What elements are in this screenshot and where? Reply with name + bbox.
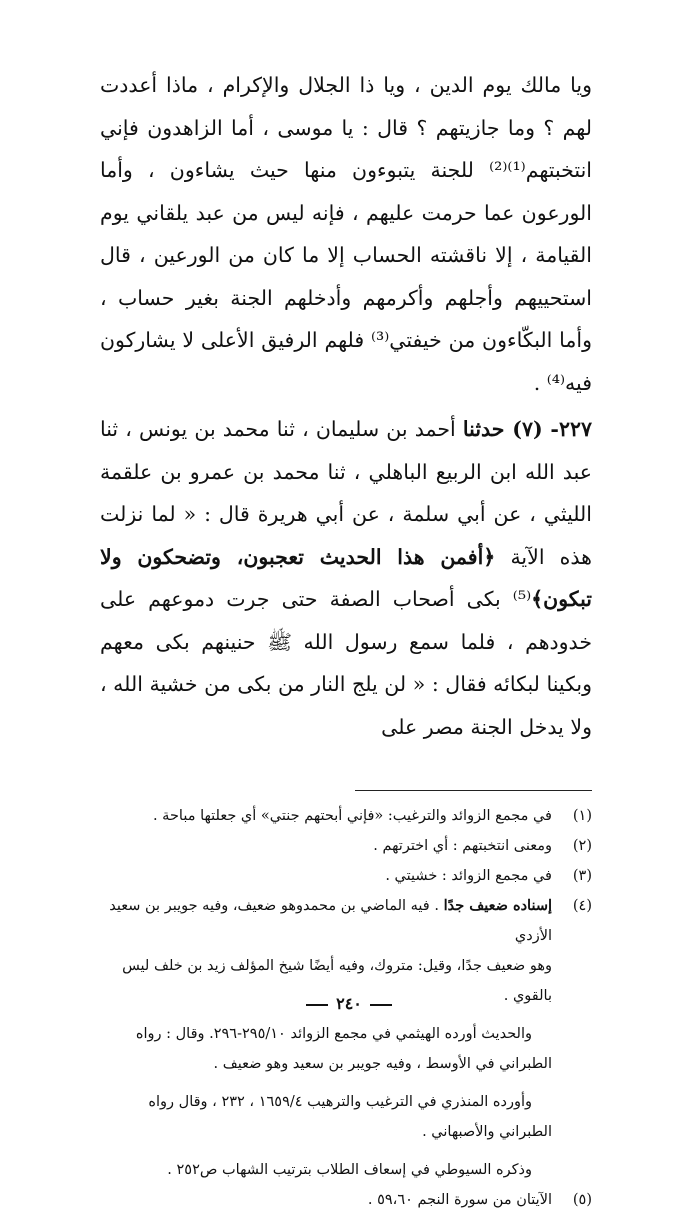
footnote-text: ومعنى انتخبتهم : أي اخترتهم . (373, 838, 552, 854)
paragraph-1: ويا مالك يوم الدين ، ويا ذا الجلال والإكرام ، ماذا أعددت لهم ؟ وما جازيتهم ؟ قال : يا موسى ، أما الزاهدون فإني انتخبتهم⁽¹⁾⁽²⁾ للجنة يتبوءون منها حيث يشاءون ، وأما الورعون عما حرمت عليهم ، فإنه ليس من عبد يلقاني يوم القيامة ، إلا ناقشته الحساب إلا ما كان من الورعين ، قال استحييهم وأجلهم وأكرمهم وأدخلهم الجنة بغير حساب ، وأما البكّاءون من خيفتي⁽³⁾ فلهم الرفيق الأعلى لا يشاركون فيه⁽⁴⁾ . (100, 73, 592, 395)
footnote-number: (٢) (572, 838, 592, 854)
footnote-3 (100, 861, 592, 891)
hadith-number-lead: ٢٢٧- (٧) حدثنا (462, 417, 592, 441)
footnote-number: (٣) (572, 868, 592, 884)
footnote-number: (٤) (572, 898, 592, 914)
paragraph-2-text-a: أحمد بن سليمان ، ثنا محمد بن يونس ، ثنا عبد الله ابن الربيع الباهلي ، ثنا محمد بن عمرو بن علقمة الليثي ، عن أبي سلمة ، عن أبي هريرة قال : « لما نزلت هذه الآية (100, 417, 592, 569)
footnote-5 (100, 1185, 592, 1215)
page-number (0, 994, 698, 1013)
footnote-text-rest: . فيه الماضي بن محمدوهو ضعيف، وفيه جويبر بن سعيد الأزدي (109, 898, 552, 944)
footnote-text (100, 891, 552, 951)
footnote-2 (100, 831, 592, 861)
footnote-4-paragraph-4: وذكره السيوطي في إسعاف الطلاب بترتيب الشهاب ص٢٥٢ . (167, 1162, 532, 1178)
footnote-4-paragraph-2: والحديث أورده الهيثمي في مجمع الزوائد ٢٩٥/١٠-٢٩٦. وقال : رواه الطبراني في الأوسط ، وفيه جويبر بن سعيد وهو ضعيف . (135, 1026, 552, 1072)
footnote-separator (355, 790, 592, 791)
footnote-continuation: وهو ضعيف جدًا، وقيل: متروك، وفيه أيضًا شيخ المؤلف زيد بن خلف ليس بالقوي . (122, 958, 552, 1004)
footnote-1 (100, 801, 592, 831)
quran-verse: ﴿أفمن هذا الحديث تعجبون، وتضحكون ولا تبكون﴾ (100, 544, 592, 611)
page-number-value: ٢٤٠ (336, 994, 362, 1013)
footnote-text: الآيتان من سورة النجم ٥٩،٦٠ . (367, 1192, 552, 1208)
page-number-dash-right (370, 1004, 392, 1006)
footnote-text: في مجمع الزوائد والترغيب: «فإني أبحتهم جنتي» أي جعلتها مباحة . (152, 808, 552, 824)
paragraph-2-text-b: ⁽⁵⁾ بكى أصحاب الصفة حتى جرت دموعهم على خدودهم ، فلما سمع رسول الله ﷺ حنينهم بكى معهم وبكينا لبكائه فقال : « لن يلج النار من بكى من خشية الله ، ولا يدخل الجنة مصر على (100, 587, 592, 739)
footnote-4 (100, 891, 592, 1011)
isnad-grade: إسناده ضعيف جدًا (443, 897, 552, 914)
footnote-number: (٥) (572, 1192, 592, 1208)
footnote-text: في مجمع الزوائد : خشيتي . (385, 868, 552, 884)
footnote-number: (١) (572, 808, 592, 824)
page-number-dash-left (306, 1004, 328, 1006)
paragraph-2 (100, 408, 592, 748)
footnote-4-paragraph-3: وأورده المنذري في الترغيب والترهيب ١٦٥٩/٤ ، ٢٣٢ ، وقال رواه الطبراني والأصبهاني . (148, 1094, 552, 1140)
main-text (100, 64, 592, 748)
